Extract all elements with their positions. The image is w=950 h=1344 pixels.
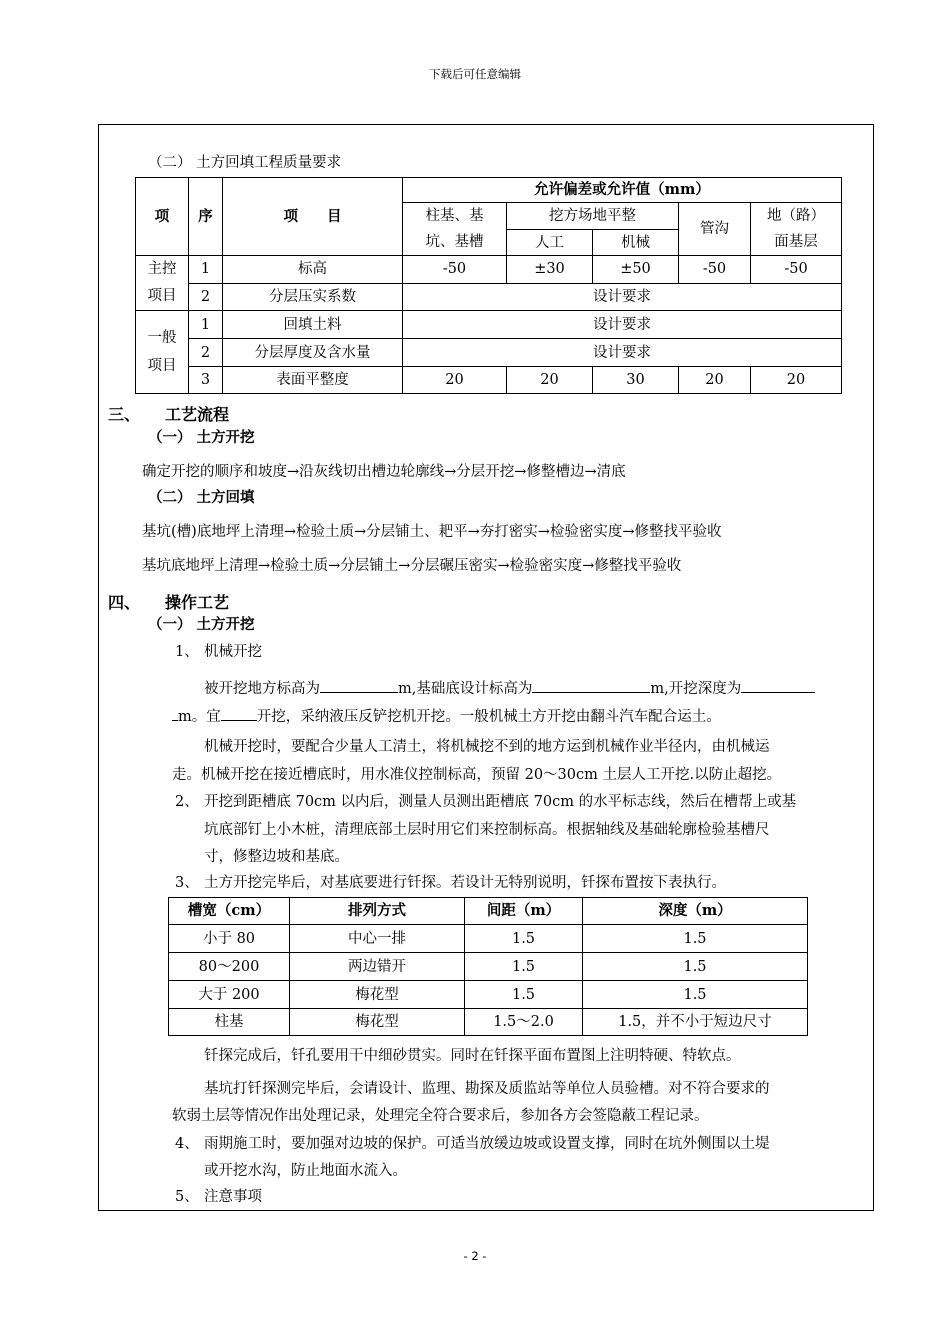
item3-number: 3、: [175, 875, 199, 891]
probe-cell-depth: 1.5: [583, 953, 808, 981]
table-row: [136, 311, 842, 339]
group-general-line2: 项目: [147, 358, 177, 374]
probe-cell-spacing: 1.5: [465, 925, 583, 953]
row-seq: 1: [189, 256, 223, 284]
probe-cell-arrangement: 梅花型: [290, 1009, 465, 1036]
probe-cell-width: 柱基: [169, 1009, 290, 1036]
row-trench: -50: [679, 256, 751, 284]
section3-title: 工艺流程: [165, 405, 230, 424]
probe-cell-depth: 1.5，并不小于短边尺寸: [583, 1009, 808, 1036]
header-road: [751, 203, 842, 256]
group-main-line1: 主控: [147, 261, 177, 277]
row-seq: 3: [189, 367, 223, 394]
p1-text-d: m。宜: [178, 709, 221, 725]
row-machine: ±50: [593, 256, 679, 284]
group-general-line1: 一般: [147, 330, 177, 346]
item5-text: 注意事项: [204, 1189, 262, 1205]
probe-cell-spacing: 1.5: [465, 953, 583, 981]
probe-header-depth: 深度（m）: [583, 898, 808, 925]
item1-title: 机械开挖: [204, 644, 262, 660]
table-row: [169, 981, 808, 1009]
p1-text-e: 开挖，采纳液压反铲挖机开挖。一般机械土方开挖由翻斗汽车配合运土。: [256, 709, 721, 725]
header-pit-line1: 柱基、基: [425, 208, 484, 224]
header-pit-line2: 坑、基槽: [425, 234, 484, 250]
row-seq: 1: [189, 311, 223, 339]
probe-cell-width: 小于 80: [169, 925, 290, 953]
probe-header-width: 槽宽（cm）: [169, 898, 290, 925]
table-row: [136, 367, 842, 394]
row-name: 表面平整度: [223, 367, 403, 394]
probe-cell-depth: 1.5: [583, 925, 808, 953]
row-seq: 2: [189, 283, 223, 311]
table-row: [169, 925, 808, 953]
item4-line2: 或开挖水沟，防止地面水流入。: [204, 1163, 407, 1179]
paragraph4-line2: 软弱土层等情况作出处理记录，处理完全符合要求后，参加各方会签隐蔽工程记录。: [172, 1108, 709, 1124]
blank-excavation-depth: [741, 677, 815, 693]
row-merged-value: 设计要求: [403, 283, 842, 311]
p1-text-c: m,开挖深度为: [650, 681, 742, 697]
row-name: 分层压实系数: [223, 283, 403, 311]
row-name: 标高: [223, 256, 403, 284]
header-trench: 管沟: [679, 203, 751, 256]
paragraph3: 钎探完成后，钎孔要用干中细砂贯实。同时在钎探平面布置图上注明特硬、特软点。: [204, 1048, 741, 1064]
item4-line1: 雨期施工时，要加强对边坡的保护。可适当放缓边坡或设置支撑，同时在坑外侧围以土堤: [204, 1136, 770, 1152]
header-allowance: 允许偏差或允许值（mm）: [403, 178, 842, 203]
header-item: 项: [136, 178, 189, 256]
row-pit: 20: [403, 367, 507, 394]
section4-number: 四、: [108, 593, 141, 612]
group-main-line2: 项目: [147, 288, 177, 304]
blank-ground-elevation: [320, 677, 398, 693]
item1-number: 1、: [175, 644, 199, 660]
item3-text: 土方开挖完毕后，对基底要进行钎探。若设计无特别说明，钎探布置按下表执行。: [204, 875, 726, 891]
page-number: - 2 -: [463, 1249, 487, 1263]
header-road-line1: 地（路）: [767, 208, 826, 224]
row-trench: 20: [679, 367, 751, 394]
section3-flow3: 基坑底地坪上清理→检验土质→分层铺土→分层碾压密实→检验密实度→修整找平验收: [142, 558, 682, 574]
probe-table: [168, 897, 808, 1036]
paragraph1-line1: [204, 677, 815, 699]
header-pit: [403, 203, 507, 256]
header-site-leveling: 挖方场地平整: [507, 203, 679, 230]
row-road: 20: [751, 367, 842, 394]
row-name: 分层厚度及含水量: [223, 339, 403, 367]
probe-cell-arrangement: 中心一排: [290, 925, 465, 953]
paragraph4-line1: 基坑打钎探测完毕后，会请设计、监理、勘探及质监站等单位人员验槽。对不符合要求的: [204, 1081, 770, 1097]
paragraph1-line2: [172, 705, 721, 727]
group-main: [136, 256, 189, 311]
item4-number: 4、: [175, 1136, 199, 1152]
probe-cell-arrangement: 梅花型: [290, 981, 465, 1009]
probe-cell-spacing: 1.5: [465, 981, 583, 1009]
section4-title: 操作工艺: [165, 593, 230, 612]
table-row: [169, 953, 808, 981]
row-seq: 2: [189, 339, 223, 367]
blank-design-elevation: [532, 677, 650, 693]
section4-sub1: （一） 土方开挖: [148, 616, 255, 633]
row-merged-value: 设计要求: [403, 339, 842, 367]
probe-cell-width: 大于 200: [169, 981, 290, 1009]
row-road: -50: [751, 256, 842, 284]
row-machine: 30: [593, 367, 679, 394]
header-machine: 机械: [593, 230, 679, 256]
group-general: [136, 311, 189, 394]
paragraph2-line2: 走。机械开挖在接近槽底时，用水准仪控制标高，预留 20～30cm 土层人工开挖.以防止超挖。: [172, 767, 782, 783]
table-row: [136, 256, 842, 284]
backfill-section-title: （二） 土方回填工程质量要求: [148, 155, 342, 171]
item5-number: 5、: [175, 1189, 199, 1205]
section3-flow2: 基坑(槽)底地坪上清理→检验土质→分层铺土、耙平→夯打密实→检验密实度→修整找平验收: [142, 524, 722, 540]
item2-line1: 开挖到距槽底 70cm 以内后，测量人员测出距槽底 70cm 的水平标志线，然后在槽帮上或基: [204, 794, 797, 810]
paragraph2-line1: 机械开挖时，要配合少量人工清土，将机械挖不到的地方运到机械作业半径内，由机械运: [204, 739, 770, 755]
probe-cell-arrangement: 两边错开: [290, 953, 465, 981]
probe-cell-spacing: 1.5～2.0: [465, 1009, 583, 1036]
section3-number: 三、: [108, 405, 141, 424]
blank-excavation-method: [221, 705, 257, 721]
p1-text-b: m,基础底设计标高为: [398, 681, 533, 697]
probe-header-arrangement: 排列方式: [290, 898, 465, 925]
probe-cell-depth: 1.5: [583, 981, 808, 1009]
quality-table: [135, 177, 842, 394]
item2-number: 2、: [175, 794, 199, 810]
probe-header-spacing: 间距（m）: [465, 898, 583, 925]
row-manual: ±30: [507, 256, 593, 284]
table-row: [136, 283, 842, 311]
p1-text-a: 被开挖地方标高为: [204, 681, 320, 697]
probe-cell-width: 80～200: [169, 953, 290, 981]
row-pit: -50: [403, 256, 507, 284]
section3-flow1: 确定开挖的顺序和坡度→沿灰线切出槽边轮廓线→分层开挖→修整槽边→清底: [142, 464, 626, 480]
header-seq: 序: [189, 178, 223, 256]
header-project: 项 目: [223, 178, 403, 256]
header-note: 下载后可任意编辑: [429, 67, 521, 81]
table-row: [169, 1009, 808, 1036]
row-name: 回填土料: [223, 311, 403, 339]
row-manual: 20: [507, 367, 593, 394]
table-row: [136, 339, 842, 367]
row-merged-value: 设计要求: [403, 311, 842, 339]
item2-line3: 寸，修整边坡和基底。: [204, 849, 349, 865]
header-road-line2: 面基层: [774, 234, 818, 250]
section3-sub2: （二） 土方回填: [148, 489, 255, 506]
section3-sub1: （一） 土方开挖: [148, 429, 255, 446]
item2-line2: 坑底部钉上小木桩，清理底部土层时用它们来控制标高。根据轴线及基础轮廓检验基槽尺: [204, 822, 770, 838]
header-manual: 人工: [507, 230, 593, 256]
